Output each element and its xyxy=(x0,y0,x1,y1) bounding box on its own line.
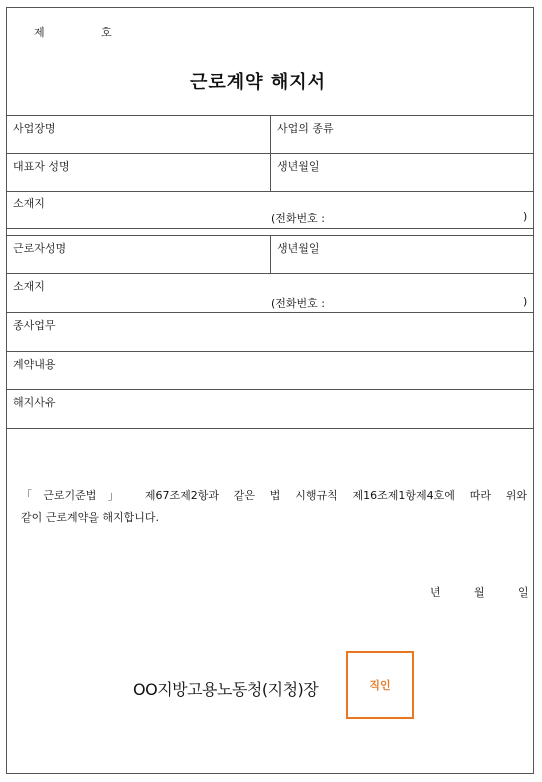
notice-line-2: 같이 근로계약을 해지합니다. xyxy=(21,511,160,524)
representative-name-label: 대표자 성명 xyxy=(13,160,70,173)
worker-name-label: 근로자성명 xyxy=(13,242,67,255)
divider xyxy=(7,191,533,192)
worker-phone-label: (전화번호 : xyxy=(271,297,325,310)
employer-birthdate-label: 생년월일 xyxy=(277,160,320,173)
column-divider xyxy=(270,235,271,273)
date-month-label: 월 xyxy=(474,586,485,599)
employer-phone-close: ) xyxy=(523,210,528,223)
employer-address-label: 소재지 xyxy=(13,197,45,210)
job-label: 종사업무 xyxy=(13,319,56,332)
column-divider xyxy=(270,115,271,191)
employer-phone-label: (전화번호 : xyxy=(271,212,325,225)
issuing-office: OO지방고용노동청(지청)장 xyxy=(133,680,319,699)
document-frame xyxy=(6,7,534,774)
contract-label: 계약내용 xyxy=(13,358,56,371)
termination-reason-label: 해지사유 xyxy=(13,396,56,409)
date-year-label: 년 xyxy=(430,586,441,599)
doc-number-label: 제 xyxy=(34,26,45,39)
worker-phone-close: ) xyxy=(523,295,528,308)
worker-address-label: 소재지 xyxy=(13,280,45,293)
divider xyxy=(7,351,533,352)
worker-birthdate-label: 생년월일 xyxy=(277,242,320,255)
notice-line-1: 「근로기준법」 제67조제2항과 같은 법 시행규칙 제16조제1항제4호에 따라 위와 xyxy=(21,489,527,502)
official-seal xyxy=(346,651,414,719)
divider xyxy=(7,312,533,313)
business-name-label: 사업장명 xyxy=(13,122,56,135)
seal-label: 직인 xyxy=(369,679,391,692)
divider xyxy=(7,228,533,229)
divider xyxy=(7,428,533,429)
document-title: 근로계약 해지서 xyxy=(190,72,326,93)
divider xyxy=(7,273,533,274)
doc-number-suffix: 호 xyxy=(101,26,112,39)
divider xyxy=(7,389,533,390)
business-type-label: 사업의 종류 xyxy=(277,122,334,135)
date-day-label: 일 xyxy=(518,586,529,599)
